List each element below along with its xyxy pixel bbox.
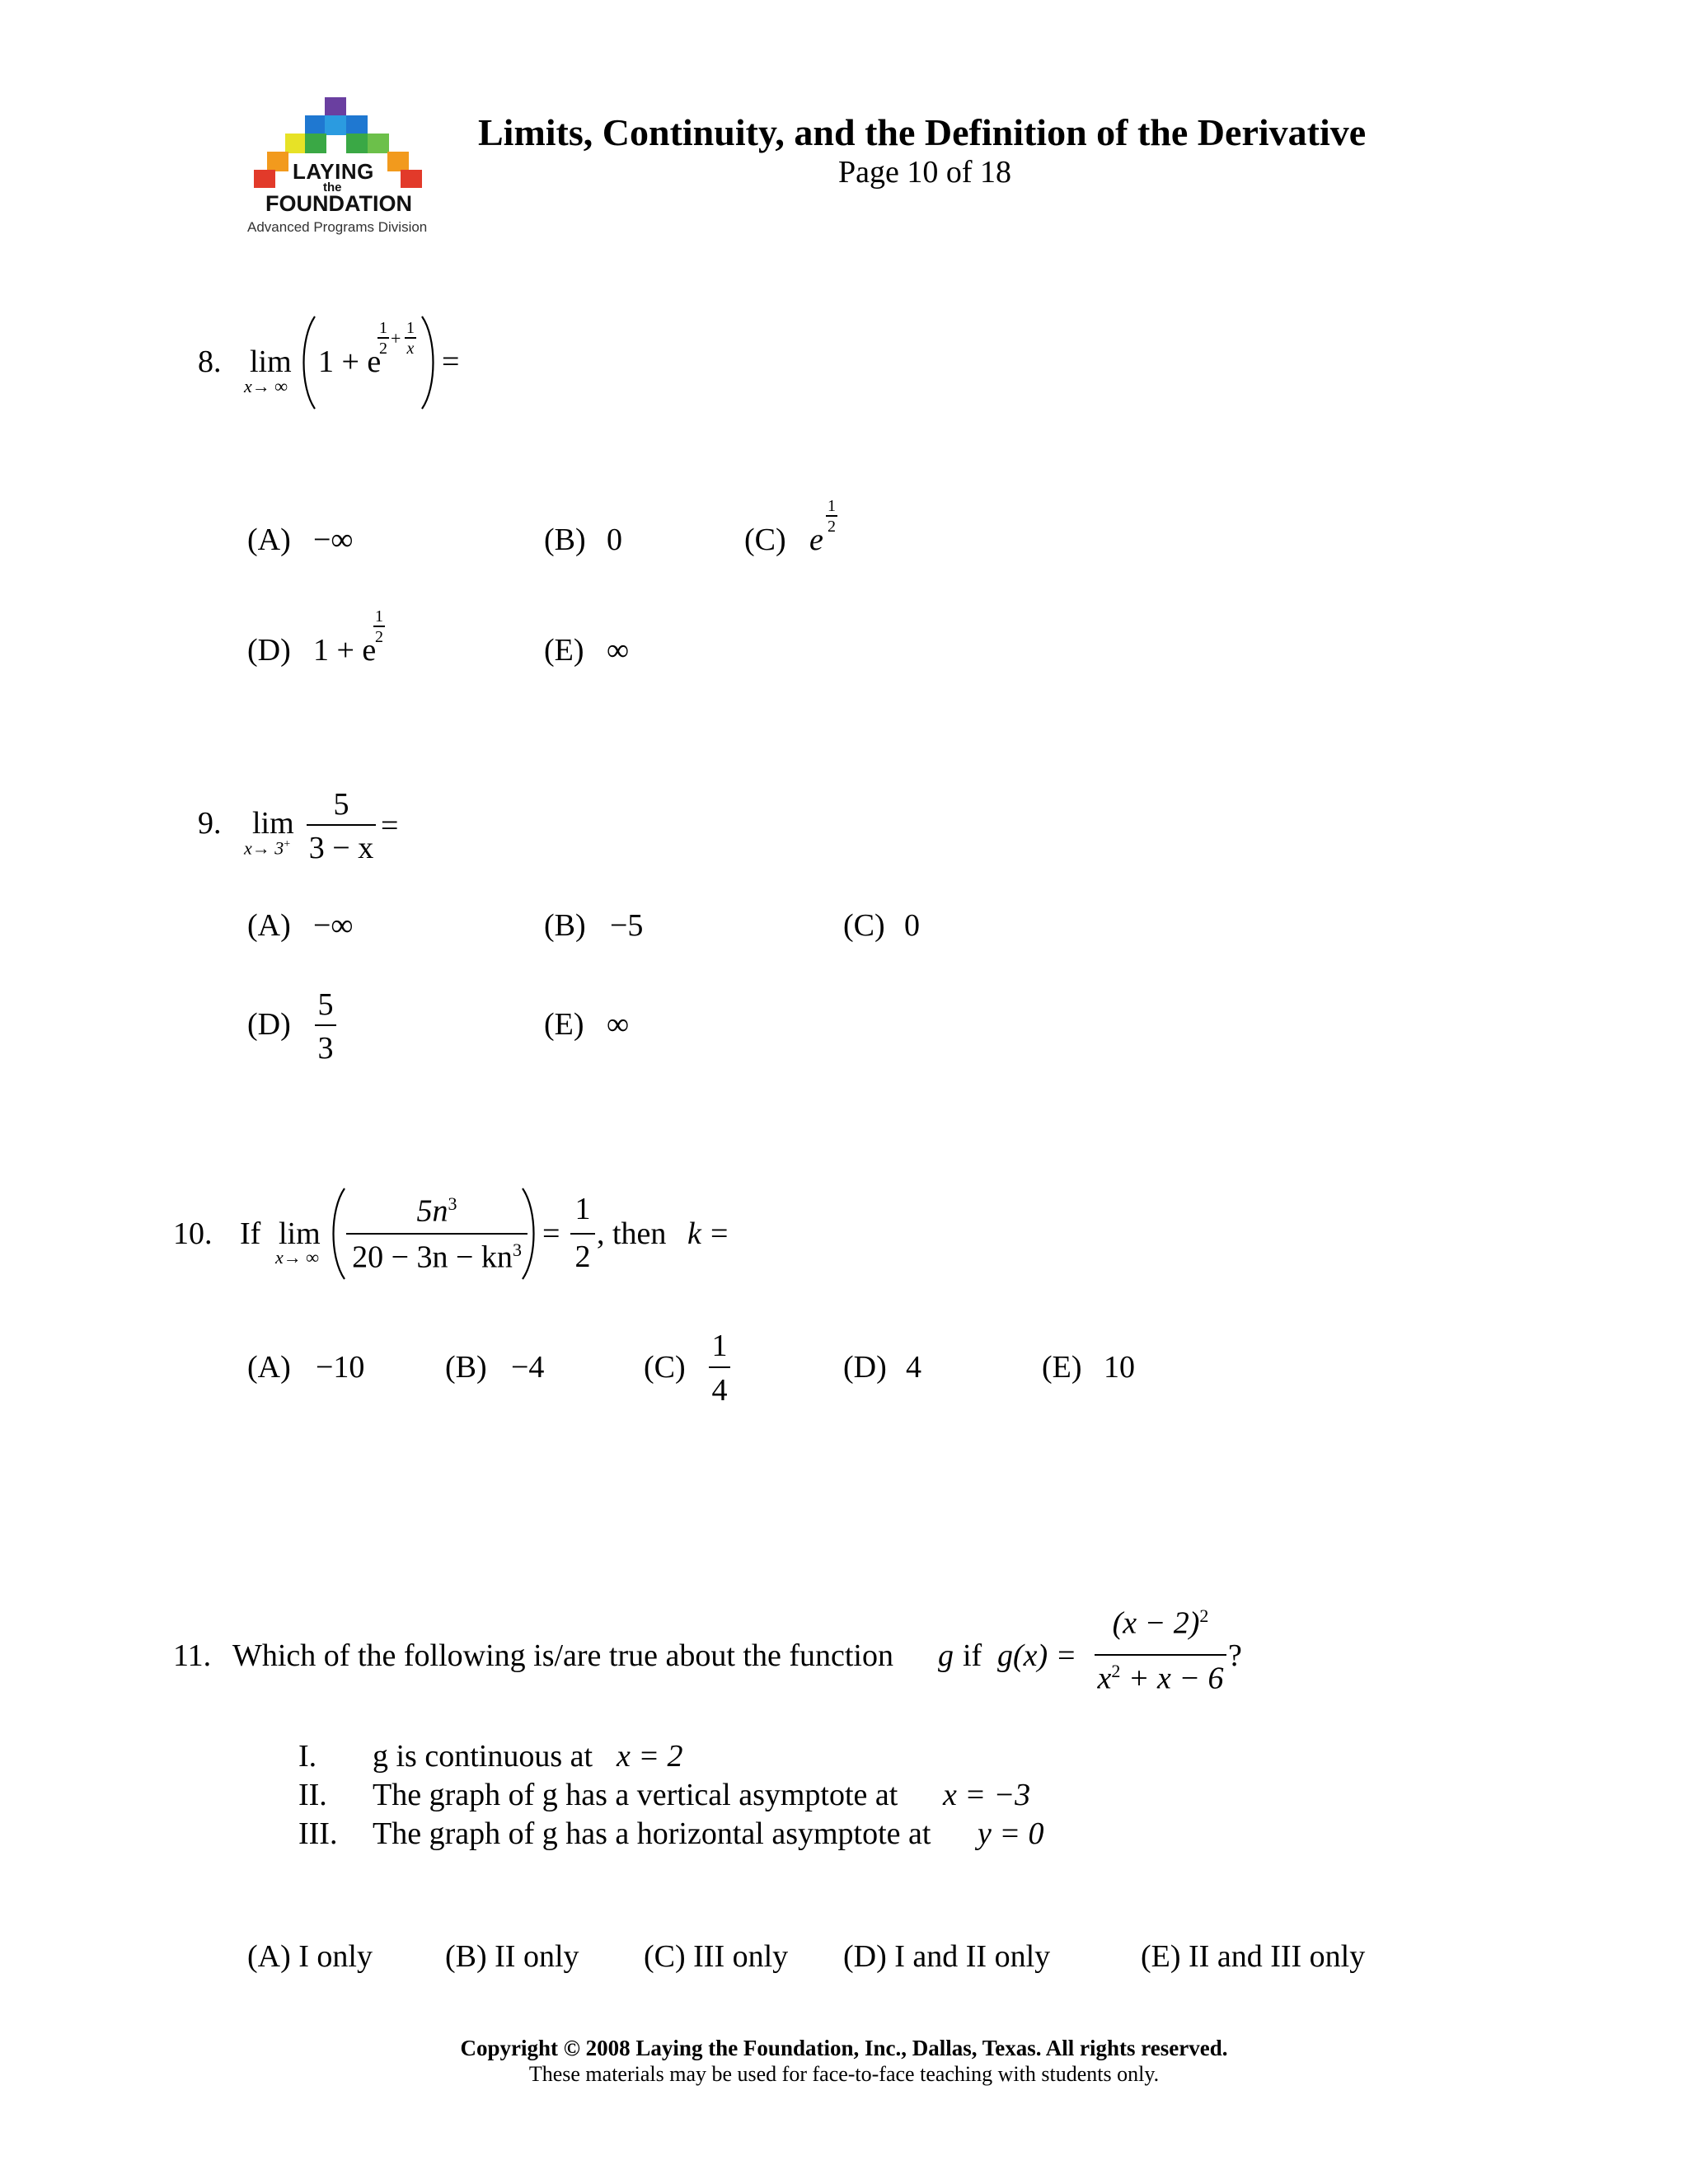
statement-text-2: The graph of g has a vertical asymptote at: [373, 1778, 898, 1812]
choice-c-exp-bar: [826, 515, 837, 517]
right-paren-icon: [419, 313, 438, 412]
equals: =: [442, 344, 460, 379]
exp-left-num: 1: [379, 319, 387, 337]
page-title: Limits, Continuity, and the Definition of the Derivative: [478, 111, 1367, 153]
question-number: 10.: [173, 1216, 213, 1251]
choice-d-exp-num: 1: [375, 607, 383, 626]
numerator-sup: 2: [1199, 1605, 1209, 1626]
logo-text-division: Advanced Programs Division: [247, 219, 428, 235]
statement-roman-2: II.: [298, 1778, 327, 1812]
choice-c-value: 0: [904, 908, 920, 943]
left-paren-icon: [298, 313, 318, 412]
choice-d-exp-bar: [373, 626, 385, 627]
question-number: 8.: [198, 344, 222, 379]
statement-math-3: y = 0: [978, 1816, 1044, 1851]
choice-b-label: (B): [544, 908, 586, 943]
choice-a-label: (A): [247, 1350, 291, 1385]
statement-roman-1: I.: [298, 1739, 317, 1774]
function-def-lhs: g(x) =: [997, 1638, 1077, 1673]
choice-c-label: (C): [843, 908, 885, 943]
choice-c-num: 1: [711, 1329, 728, 1363]
choice-b-label: (B): [544, 523, 586, 557]
page-number: Page 10 of 18: [838, 155, 1012, 190]
choice-a-value: −10: [316, 1350, 365, 1385]
choice-e-label: (E): [1042, 1350, 1082, 1385]
choice-e-label: (E): [544, 1007, 584, 1042]
statement-math-1: x = 2: [617, 1739, 683, 1774]
numerator-text: 5n: [416, 1193, 448, 1229]
numerator-sup: 3: [448, 1193, 457, 1214]
copyright-notice: Copyright © 2008 Laying the Foundation, Inc., Dallas, Texas. All rights reserved.: [460, 2036, 1228, 2060]
exp-left-bar: [377, 337, 389, 339]
statement-roman-3: III.: [298, 1816, 338, 1851]
statement-math-2: x = −3: [943, 1778, 1031, 1812]
choice-c: (C) III only: [644, 1939, 789, 1974]
choice-d-den: 3: [317, 1031, 334, 1066]
rhs-bar: [570, 1233, 595, 1235]
choice-e-label: (E): [544, 633, 584, 668]
expr-base: [318, 346, 381, 377]
if-text: if: [963, 1638, 982, 1673]
lim-operator: lim: [252, 806, 294, 841]
question-number: 11.: [173, 1638, 212, 1673]
rhs-numerator: 1: [574, 1192, 591, 1226]
denominator-x: x: [1097, 1661, 1112, 1696]
exp-right-num: 1: [406, 319, 415, 337]
choice-d-value: 4: [906, 1350, 921, 1385]
choice-c-den: 4: [711, 1373, 728, 1408]
choice-e-value: ∞: [607, 1007, 630, 1042]
usage-note: These materials may be used for face-to-face teaching with students only.: [528, 2062, 1160, 2086]
logo-text-foundation: FOUNDATION: [265, 191, 412, 216]
question-mark: ?: [1228, 1638, 1242, 1673]
choice-d-exp-den: 2: [375, 628, 383, 646]
choice-d-label: (D): [247, 633, 291, 668]
choice-d-label: (D): [247, 1007, 291, 1042]
denominator-sup: 3: [512, 1240, 522, 1260]
statement-text-1: g is continuous at: [373, 1739, 593, 1774]
choice-d-label: (D): [843, 1350, 887, 1385]
fraction-numerator: [1095, 1607, 1226, 1639]
choice-a-label: (A): [247, 523, 291, 557]
left-paren-icon: [328, 1185, 348, 1282]
then-text: , then: [597, 1216, 667, 1251]
choice-a-value: −∞: [313, 523, 354, 557]
question-number: 9.: [198, 806, 222, 841]
choice-a-label: (A): [247, 908, 291, 943]
function-name: g: [938, 1638, 954, 1673]
choice-c-label: (C): [744, 523, 786, 557]
fraction-numerator: [346, 1195, 528, 1227]
fraction-bar: [346, 1233, 528, 1235]
lim-subscript-text: x→ 3: [244, 837, 284, 859]
expr-base-text: 1 + e: [318, 344, 382, 379]
fraction-bar: [307, 824, 376, 826]
exp-left-den: 2: [379, 340, 387, 358]
lim-operator: lim: [279, 1216, 321, 1251]
fraction-denominator: 3 − x: [308, 831, 374, 865]
denominator-rest: + x − 6: [1120, 1661, 1224, 1696]
logo-text-laying: LAYING: [290, 159, 377, 185]
k-variable: k: [687, 1216, 701, 1251]
equals: =: [542, 1216, 560, 1251]
fraction-bar: [1095, 1654, 1226, 1656]
choice-e: (E) II and III only: [1141, 1939, 1366, 1974]
choice-e-value: 10: [1104, 1350, 1135, 1385]
choice-d-num: 5: [317, 987, 334, 1022]
equals: =: [381, 808, 399, 843]
choice-b-label: (B): [445, 1350, 487, 1385]
fraction-denominator: [346, 1241, 528, 1273]
choice-a-value: −∞: [313, 908, 354, 943]
choice-c-exp-den: 2: [828, 518, 836, 536]
choice-e-value: ∞: [607, 633, 630, 668]
numerator-text: (x − 2): [1112, 1605, 1200, 1641]
fraction-numerator: 5: [333, 787, 349, 822]
rhs-denominator: 2: [574, 1240, 591, 1274]
fraction-denominator: [1095, 1662, 1226, 1694]
lim-subscript: [244, 839, 290, 857]
choice-b-value: 0: [607, 523, 622, 557]
choice-a: (A) I only: [247, 1939, 373, 1974]
choice-d: (D) I and II only: [843, 1939, 1051, 1974]
choice-c-base: e: [809, 523, 823, 557]
denominator-text: 20 − 3n − kn: [352, 1240, 513, 1275]
choice-b-value: −5: [610, 908, 644, 943]
choice-c-bar: [709, 1366, 730, 1368]
choice-d-base: 1 + e: [313, 633, 377, 668]
choice-b: (B) II only: [445, 1939, 579, 1974]
lim-operator: lim: [250, 344, 292, 379]
choice-b-value: −4: [511, 1350, 545, 1385]
choice-d-bar: [315, 1024, 336, 1026]
question-text: Which of the following is/are true about the function: [232, 1638, 893, 1673]
lim-subscript-sup: +: [284, 838, 291, 851]
exp-plus: +: [391, 328, 401, 349]
exp-right-bar: [405, 337, 416, 339]
statement-text-3: The graph of g has a horizontal asymptote at: [373, 1816, 931, 1851]
exp-right-den: x: [406, 340, 415, 358]
choice-c-label: (C): [644, 1350, 686, 1385]
lim-subscript: x→ ∞: [275, 1247, 319, 1268]
logo-text-the: the: [323, 180, 342, 194]
choice-c-exp-num: 1: [828, 497, 836, 515]
if-text: If: [240, 1216, 261, 1251]
laying-the-foundation-logo: [247, 97, 429, 237]
k-equals: =: [710, 1216, 729, 1251]
lim-subscript: x→ ∞: [244, 376, 288, 396]
right-paren-icon: [519, 1185, 539, 1282]
denominator-sup: 2: [1111, 1661, 1121, 1681]
